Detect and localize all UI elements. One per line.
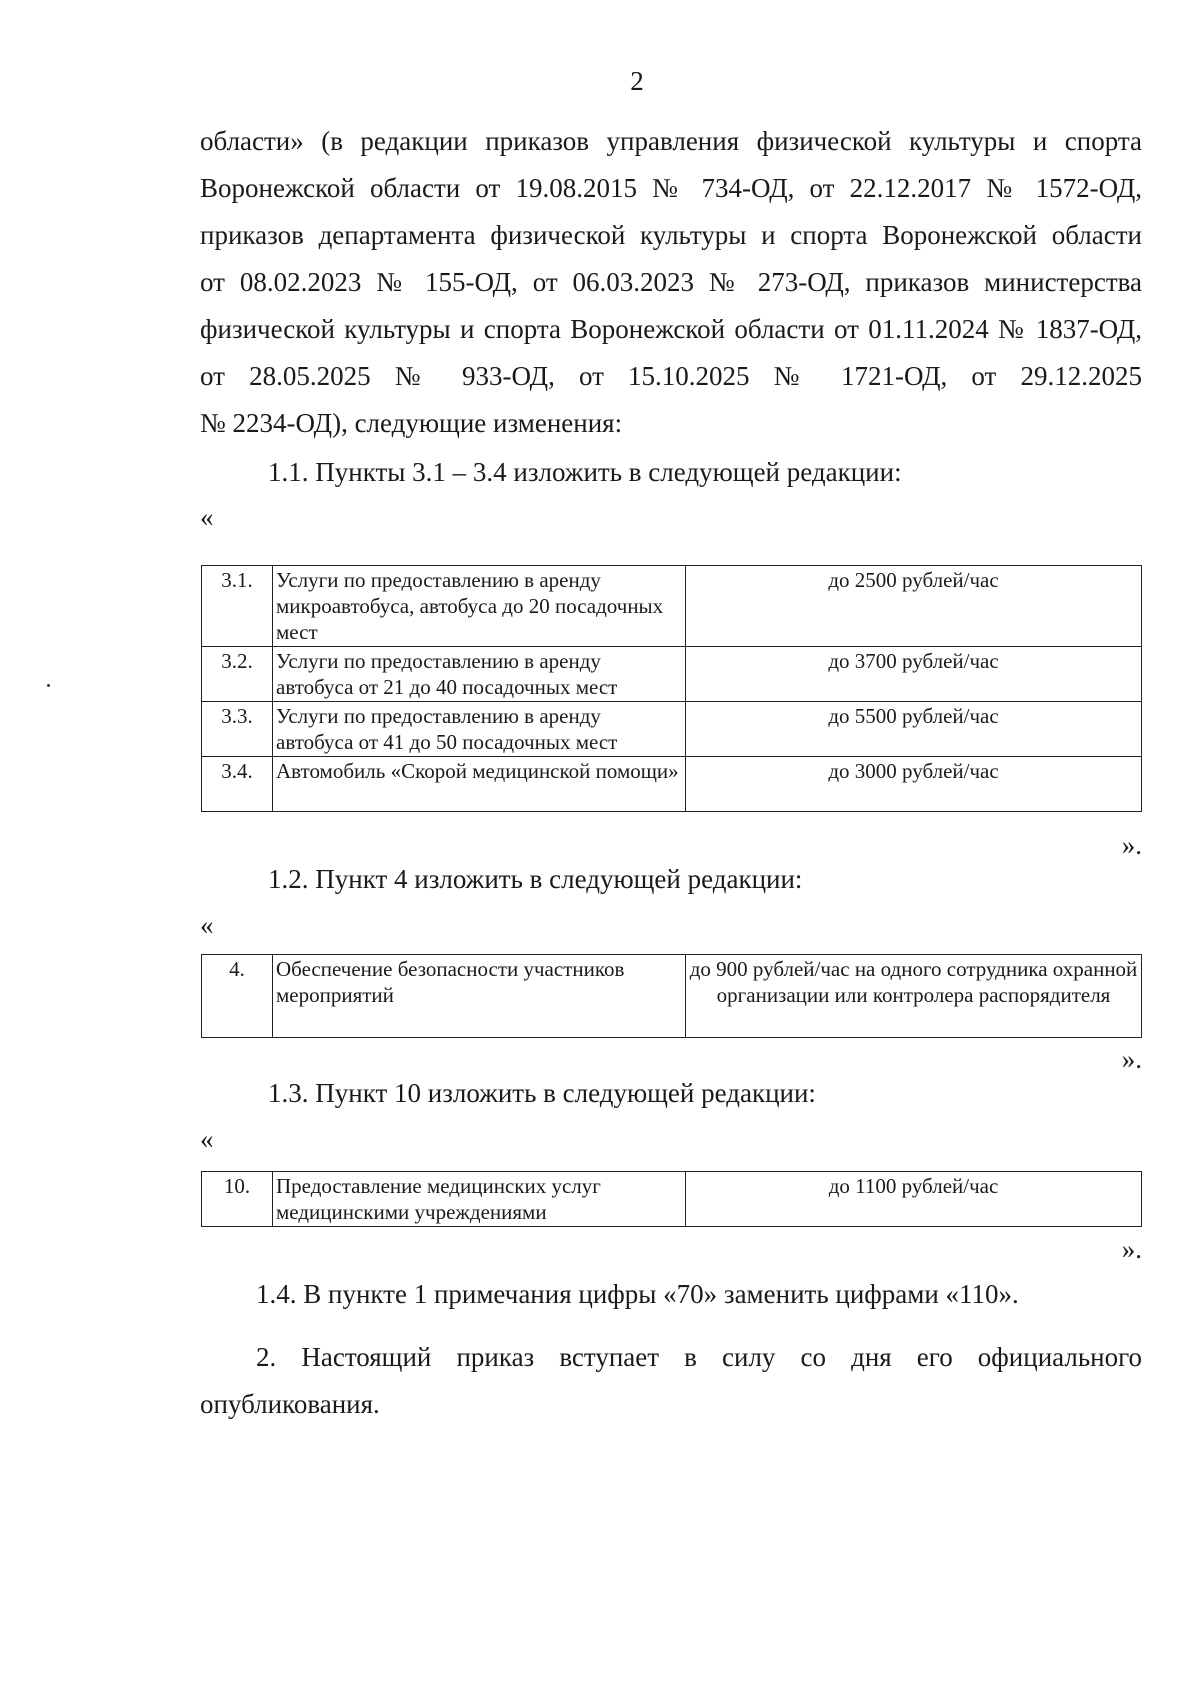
- item-number: 4.: [202, 955, 273, 1038]
- section-2-line: опубликования.: [200, 1389, 380, 1419]
- intro-line: № 2234-ОД), следующие изменения:: [200, 408, 623, 438]
- item-number: 3.2.: [202, 647, 273, 702]
- section-2-line: 2. Настоящий приказ вступает в силу со дня его официального: [256, 1342, 1142, 1372]
- item-description: Услуги по предоставлению в аренду автобуса от 21 до 40 посадочных мест: [273, 647, 686, 702]
- intro-line: от 28.05.2025 № 933-ОД, от 15.10.2025 № 1721-ОД, от 29.12.2025: [200, 361, 1142, 391]
- item-description: Услуги по предоставлению в аренду автобуса от 41 до 50 посадочных мест: [273, 702, 686, 757]
- section-1-4-text: 1.4. В пункте 1 примечания цифры «70» заменить цифрами «110».: [256, 1279, 1019, 1309]
- intro-paragraph: [200, 118, 1142, 447]
- table-item-10: [201, 1171, 1142, 1227]
- table-row: [202, 566, 1142, 647]
- table-items-3: [201, 565, 1142, 812]
- item-description: Услуги по предоставлению в аренду микроавтобуса, автобуса до 20 посадочных мест: [273, 566, 686, 647]
- item-price: до 2500 рублей/час: [686, 566, 1142, 647]
- close-quote: ».: [1121, 1234, 1142, 1264]
- open-quote: «: [200, 910, 214, 940]
- item-description: Предоставление медицинских услуг медицинскими учреждениями: [273, 1172, 686, 1227]
- table-row: [202, 702, 1142, 757]
- scan-speck: [47, 684, 50, 687]
- intro-line: Воронежской области от 19.08.2015 № 734-ОД, от 22.12.2017 № 1572-ОД,: [200, 173, 1142, 203]
- table-row: [202, 1172, 1142, 1227]
- close-quote: ».: [1121, 1044, 1142, 1074]
- intro-line: физической культуры и спорта Воронежской области от 01.11.2024 № 1837-ОД,: [200, 314, 1142, 344]
- table-item-4: [201, 954, 1142, 1038]
- open-quote: «: [200, 1124, 214, 1154]
- section-1-2-heading: 1.2. Пункт 4 изложить в следующей редакции:: [268, 864, 803, 894]
- section-2-paragraph: [200, 1334, 1142, 1428]
- item-description: Обеспечение безопасности участников мероприятий: [273, 955, 686, 1038]
- open-quote: «: [200, 502, 214, 532]
- item-number: 3.3.: [202, 702, 273, 757]
- item-description: Автомобиль «Скорой медицинской помощи»: [273, 757, 686, 812]
- item-price: до 3700 рублей/час: [686, 647, 1142, 702]
- item-price: до 1100 рублей/час: [686, 1172, 1142, 1227]
- table-row: [202, 955, 1142, 1038]
- item-price: до 900 рублей/час на одного сотрудника охранной организации или контролера распорядителя: [686, 955, 1142, 1038]
- item-price: до 5500 рублей/час: [686, 702, 1142, 757]
- section-1-1-heading: 1.1. Пункты 3.1 – 3.4 изложить в следующей редакции:: [268, 457, 902, 487]
- close-quote: ».: [1121, 830, 1142, 860]
- intro-line: области» (в редакции приказов управления физической культуры и спорта: [200, 126, 1142, 156]
- page-number: 2: [630, 66, 644, 96]
- item-number: 3.4.: [202, 757, 273, 812]
- table-row: [202, 647, 1142, 702]
- item-number: 3.1.: [202, 566, 273, 647]
- section-1-3-heading: 1.3. Пункт 10 изложить в следующей редакции:: [268, 1078, 816, 1108]
- item-number: 10.: [202, 1172, 273, 1227]
- intro-line: от 08.02.2023 № 155-ОД, от 06.03.2023 № 273-ОД, приказов министерства: [200, 267, 1142, 297]
- intro-line: приказов департамента физической культуры и спорта Воронежской области: [200, 220, 1142, 250]
- item-price: до 3000 рублей/час: [686, 757, 1142, 812]
- table-row: [202, 757, 1142, 812]
